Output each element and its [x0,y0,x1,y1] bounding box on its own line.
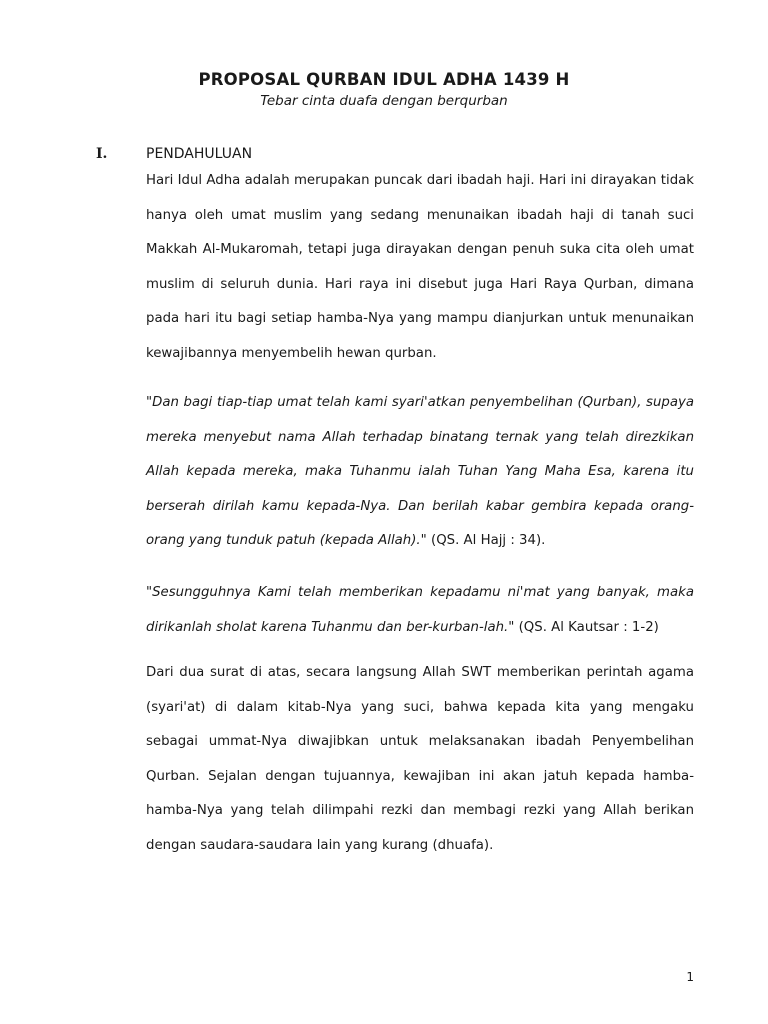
quote-al-hajj-text: "Dan bagi tiap-tiap umat telah kami syari'atkan penyembelihan (Qurban), supaya mereka menyebut nama Allah terhadap binatang ternak yang telah direzkikan Allah kepada mereka, maka Tuhanmu ialah Tuhan Yang Maha Esa, karena itu berserah dirilah kamu kepada-Nya. Dan berilah kabar gembira kepada orang-orang yang tunduk patuh (kepada Allah)." [146,395,694,548]
page-number: 1 [686,970,694,984]
section-number: I. [96,146,108,162]
quote-al-hajj-reference: (QS. Al Hajj : 34). [426,533,546,548]
intro-paragraph: Hari Idul Adha adalah merupakan puncak dari ibadah haji. Hari ini dirayakan tidak hanya oleh umat muslim yang sedang menunaikan ibadah haji di tanah suci Makkah Al-Mukaromah, tetapi juga dirayakan dengan penuh suka cita oleh umat muslim di seluruh dunia. Hari raya ini disebut juga Hari Raya Qurban, dimana pada hari itu bagi setiap hamba-Nya yang mampu dianjurkan untuk menunaikan kewajibannya menyembelih hewan qurban. [146,173,694,361]
quote-al-kautsar-reference: (QS. Al Kautsar : 1-2) [514,619,659,635]
section-title: PENDAHULUAN [146,146,253,162]
quote-al-kautsar [146,576,694,645]
quote-al-kautsar-text: "Sesungguhnya Kami telah memberikan kepadamu ni'mat yang banyak, maka dirikanlah sholat karena Tuhanmu dan ber-kurban-lah." [146,585,694,635]
explanation-paragraph: Dari dua surat di atas, secara langsung Allah SWT memberikan perintah agama (syari'at) di dalam kitab-Nya yang suci, bahwa kepada kita yang mengaku sebagai ummat-Nya diwajibkan untuk melaksanakan ibadah Penyembelihan Qurban. Sejalan dengan tujuannya, kewajiban ini akan jatuh kepada hamba-hamba-Nya yang telah dilimpahi rezki dan membagi rezki yang Allah berikan dengan saudara-saudara lain yang kurang (dhuafa). [146,665,694,853]
document-title: PROPOSAL QURBAN IDUL ADHA 1439 H [198,70,570,89]
quote-al-hajj [146,386,694,559]
document-subtitle: Tebar cinta duafa dengan berqurban [260,93,508,109]
